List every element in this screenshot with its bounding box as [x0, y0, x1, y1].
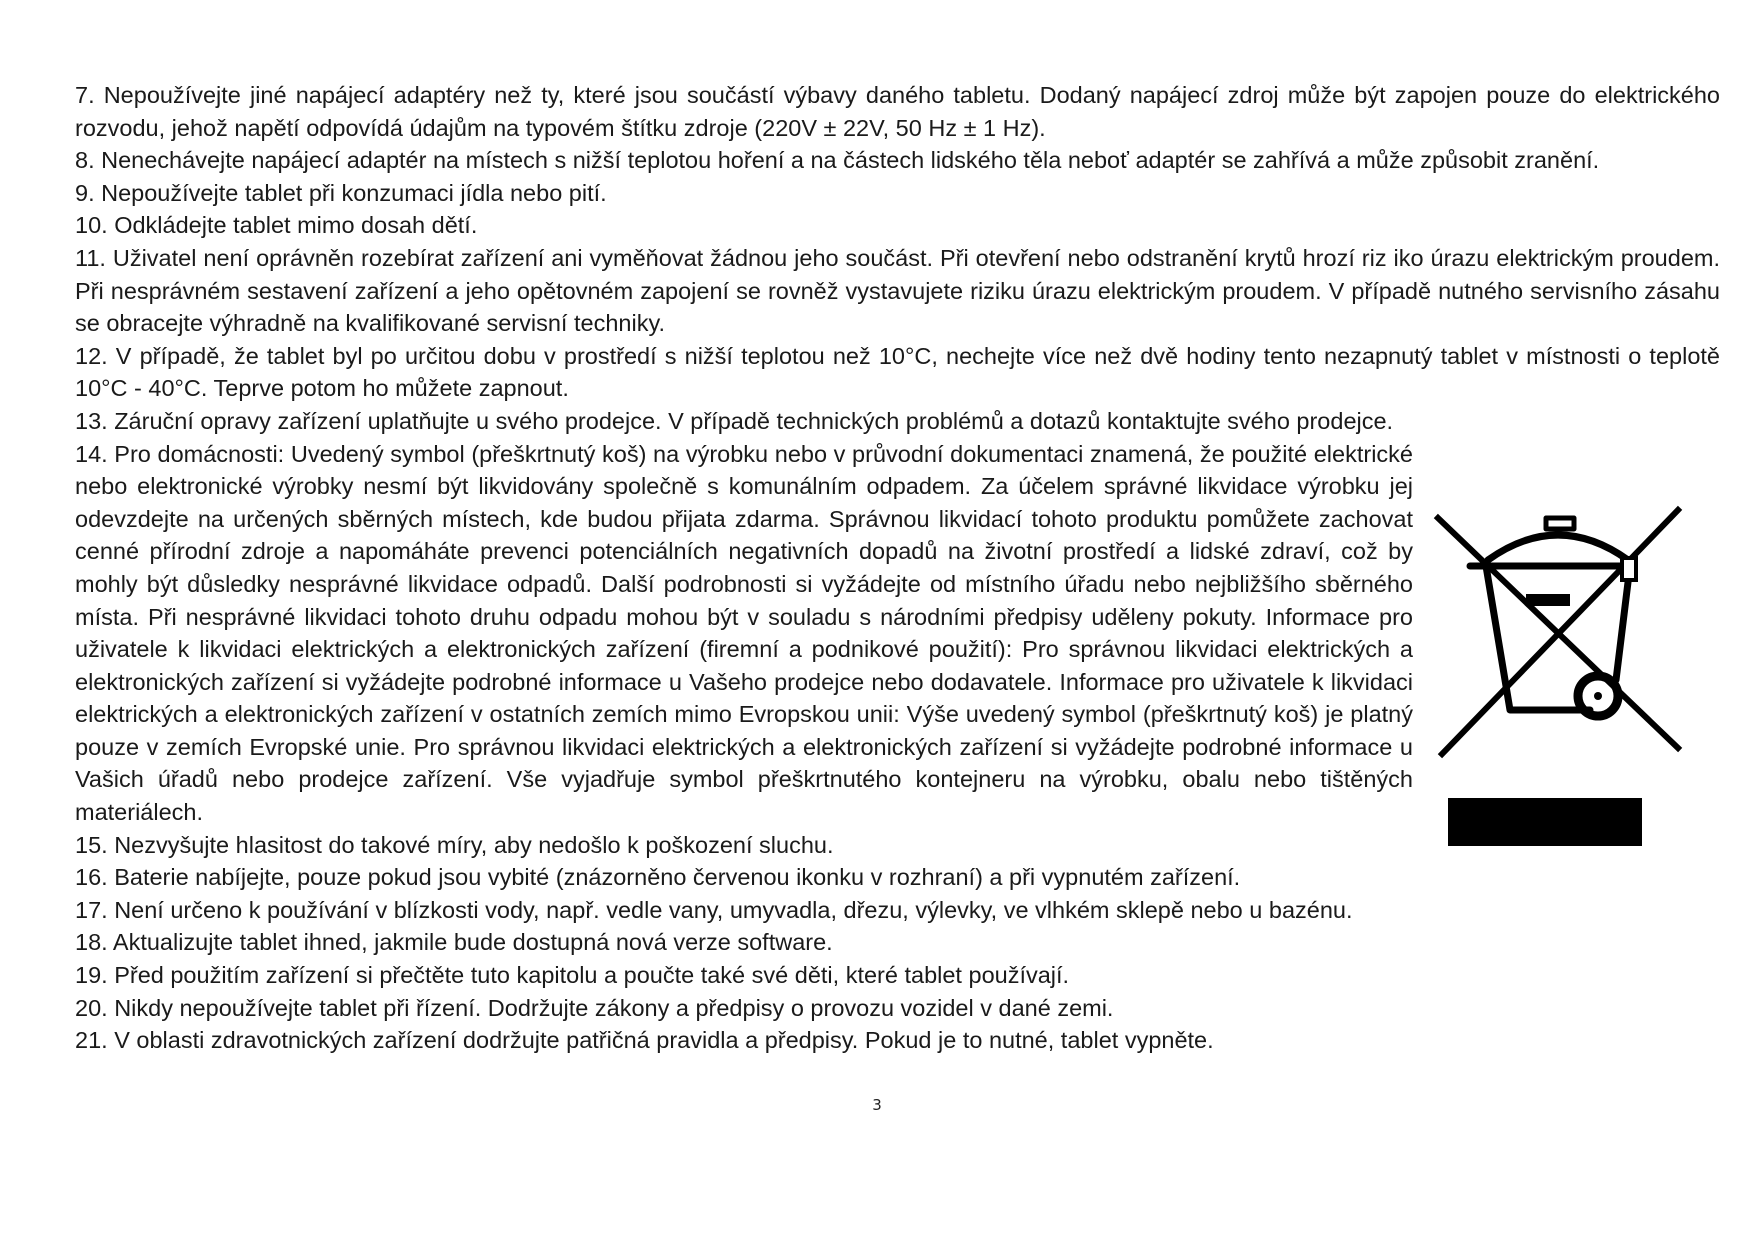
- instruction-item-9: 9. Nepoužívejte tablet při konzumaci jídla nebo pití.: [75, 179, 607, 206]
- instruction-item-21: 21. V oblasti zdravotnických zařízení dodržujte patřičná pravidla a předpisy. Pokud je to nutné, tablet vypněte.: [75, 1027, 1214, 1054]
- page-number: 3: [872, 1096, 882, 1114]
- instruction-item-19: 19. Před použitím zařízení si přečtěte tuto kapitolu a poučte také své děti, které tablet používají.: [75, 962, 1070, 989]
- instruction-item-10: 10. Odkládejte tablet mimo dosah dětí.: [75, 212, 478, 239]
- instruction-item-13: 13. Záruční opravy zařízení uplatňujte u svého prodejce. V případě technických problémů a dotazů kontaktujte svého prodejce.: [75, 407, 1394, 434]
- instruction-item-11: 11. Uživatel není oprávněn rozebírat zařízení ani vyměňovat žádnou jeho součást. Při otevření nebo odstranění krytů hrozí riz iko úrazu elektrickým proudem. Při nesprávném sestavení zařízení a jeho opětovném zapojení se rovněž vystavujete riziku úrazu elektrickým proudem. V případě nutného servisního zásahu se obracejte výhradně na kvalifikované servisní techniky.: [75, 244, 1720, 337]
- instruction-item-17: 17. Není určeno k používání v blízkosti vody, např. vedle vany, umyvadla, dřezu, výlevky, ve vlhkém sklepě nebo u bazénu.: [75, 896, 1353, 923]
- instruction-item-12: 12. V případě, že tablet byl po určitou dobu v prostředí s nižší teplotou než 10°C, nechejte více než dvě hodiny tento nezapnutý tablet v místnosti o teplotě 10°C - 40°C. Teprve potom ho můžete zapnout.: [75, 342, 1720, 402]
- instruction-item-16: 16. Baterie nabíjejte, pouze pokud jsou vybité (znázorněno červenou ikonku v rozhraní) a při vypnutém zařízení.: [75, 864, 1241, 891]
- instruction-item-14: 14. Pro domácnosti: Uvedený symbol (přeškrtnutý koš) na výrobku nebo v průvodní dokumentaci znamená, že použité elektrické nebo elektronické výrobky nesmí být likvidovány společně s komunálním odpadem. Za účelem správné likvidace výrobku jej odevzdejte na určených sběrných místech, kde budou přijata zdarma. Správnou likvidací tohoto produktu pomůžete zachovat cenné přírodní zdroje a napomáháte prevenci potenciálních negativních dopadů na životní prostředí a lidské zdraví, což by mohly být důsledky nesprávné likvidace odpadů. Další podrobnosti si vyžádejte od místního úřadu nebo nejbližšího sběrného místa. Při nesprávné likvidaci tohoto druhu odpadu mohou být v souladu s národními předpisy uděleny pokuty. Informace pro uživatele k likvidaci elektrických a elektronických zařízení (firemní a podnikové použití): Pro správnou likvidaci elektrických a elektronických zařízení si vyžádejte podrobné informace u Vašeho prodejce nebo dodavatele. Informace pro uživatele k likvidaci elektrických a elektronických zařízení v ostatních zemích mimo Evropskou unii: Výše uvedený symbol (přeškrtnutý koš) je platný pouze v zemích Evropské unie. Pro správnou likvidaci elektrických a elektronických zařízení si vyžádejte podrobné informace u Vašich úřadů nebo prodejce zařízení. Vše vyjadřuje symbol přeškrtnutého kontejneru na výrobku, obalu nebo tištěných materiálech.: [75, 440, 1413, 826]
- instruction-item-15: 15. Nezvyšujte hlasitost do takové míry, aby nedošlo k poškození sluchu.: [75, 831, 834, 858]
- instruction-item-20: 20. Nikdy nepoužívejte tablet při řízení. Dodržujte zákony a předpisy o provozu vozidel v dané zemi.: [75, 994, 1114, 1021]
- instruction-item-7: 7. Nepoužívejte jiné napájecí adaptéry než ty, které jsou součástí výbavy daného tabletu. Dodaný napájecí zdroj může být zapojen pouze do elektrického rozvodu, jehož napětí odpovídá údajům na typovém štítku zdroje (220V ± 22V, 50 Hz ± 1 Hz).: [75, 82, 1720, 141]
- instruction-item-18: 18. Aktualizujte tablet ihned, jakmile bude dostupná nová verze software.: [75, 929, 833, 956]
- instruction-item-8: 8. Nenechávejte napájecí adaptér na místech s nižší teplotou hoření a na částech lidského těla neboť adaptér se zahřívá a může způsobit zranění.: [75, 147, 1600, 174]
- crossed-out-wheelie-bin-icon: [1430, 500, 1690, 860]
